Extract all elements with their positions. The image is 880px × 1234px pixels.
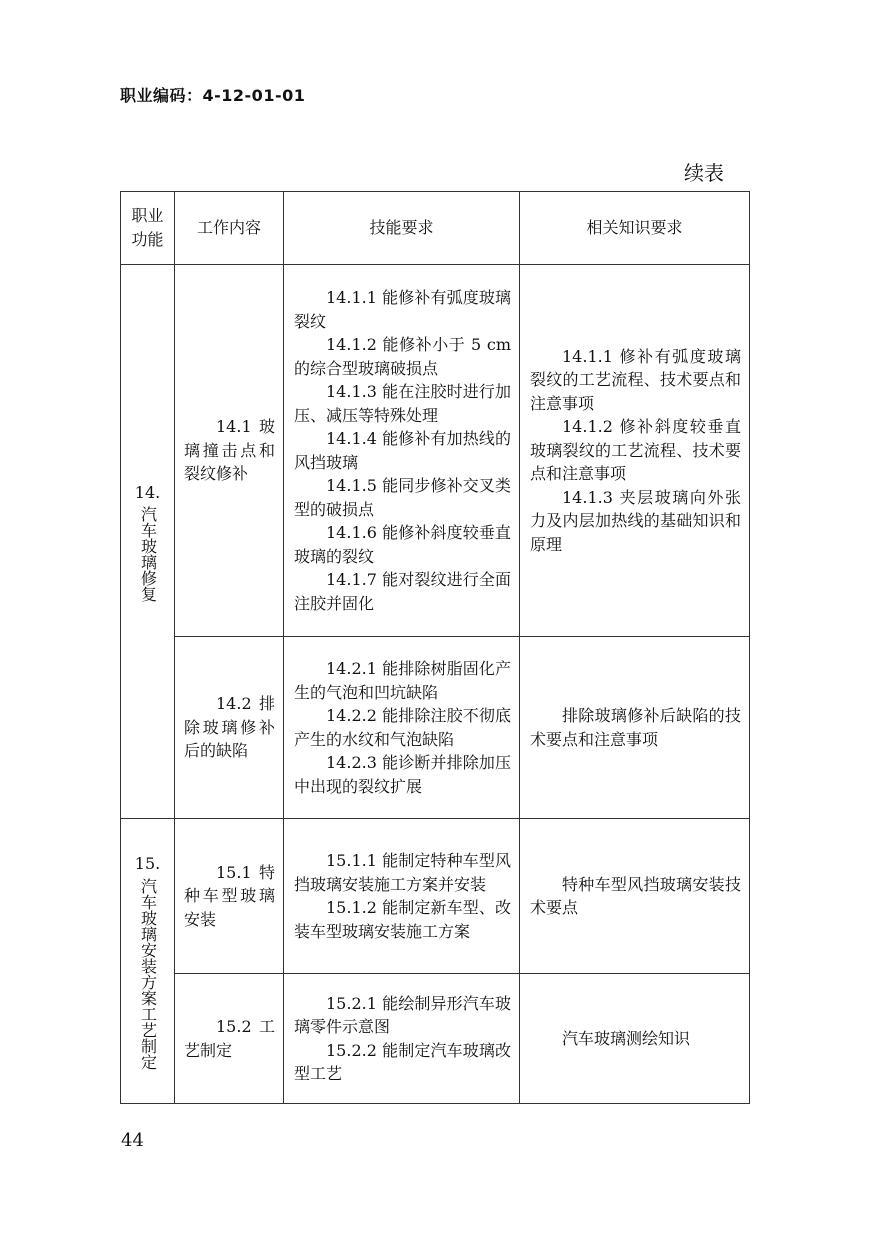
table-row [121, 637, 750, 819]
function-number: 14. [134, 482, 161, 502]
header-content: 工作内容 [175, 192, 284, 265]
continued-label: 续表 [684, 161, 724, 185]
table-header-row [121, 192, 750, 265]
function-title: 汽车玻璃安装方案工艺制定 [138, 877, 158, 1070]
knowledge-cell: 14.1.1 修补有弧度玻璃裂纹的工艺流程、技术要点和注意事项 14.1.2 修补斜度较垂直玻璃裂纹的工艺流程、技术要点和注意事项 14.1.3 夹层玻璃向外张力及内层加热线的基础知识和原理 [520, 265, 750, 637]
work-content-cell: 15.2 工艺制定 [175, 974, 284, 1104]
work-content-cell: 14.2 排除玻璃修补后的缺陷 [175, 637, 284, 819]
page-number: 44 [121, 1130, 144, 1151]
header-knowledge: 相关知识要求 [520, 192, 750, 265]
header-function: 职业功能 [121, 192, 175, 265]
table-row [121, 974, 750, 1104]
knowledge-cell: 排除玻璃修补后缺陷的技术要点和注意事项 [520, 637, 750, 819]
occupation-code: 职业编码：4-12-01-01 [120, 86, 306, 105]
skills-cell: 14.2.1 能排除树脂固化产生的气泡和凹坑缺陷 14.2.2 能排除注胶不彻底产生的水纹和气泡缺陷 14.2.3 能诊断并排除加压中出现的裂纹扩展 [284, 637, 520, 819]
work-content-cell: 14.1 玻璃撞击点和裂纹修补 [175, 265, 284, 637]
work-content-cell: 15.1 特种车型玻璃安装 [175, 819, 284, 974]
skills-table [120, 191, 750, 1104]
knowledge-cell: 汽车玻璃测绘知识 [520, 974, 750, 1104]
skills-cell: 15.1.1 能制定特种车型风挡玻璃安装施工方案并安装 15.1.2 能制定新车型、改装车型玻璃安装施工方案 [284, 819, 520, 974]
function-cell [121, 819, 175, 1104]
skills-cell: 15.2.1 能绘制异形汽车玻璃零件示意图 15.2.2 能制定汽车玻璃改型工艺 [284, 974, 520, 1104]
function-number: 15. [134, 854, 161, 874]
function-title: 汽车玻璃修复 [138, 506, 158, 603]
function-cell [121, 265, 175, 819]
knowledge-cell: 特种车型风挡玻璃安装技术要点 [520, 819, 750, 974]
header-skills: 技能要求 [284, 192, 520, 265]
skills-cell: 14.1.1 能修补有弧度玻璃裂纹 14.1.2 能修补小于 5 cm 的综合型玻璃破损点 14.1.3 能在注胶时进行加压、减压等特殊处理 14.1.4 能修补有加热线的风挡玻璃 14.1.5 能同步修补交叉类型的破损点 14.1.6 能修补斜度较垂直玻璃的裂纹 14.1.7 能对裂纹进行全面注胶并固化 [284, 265, 520, 637]
table-row [121, 265, 750, 637]
table-row [121, 819, 750, 974]
